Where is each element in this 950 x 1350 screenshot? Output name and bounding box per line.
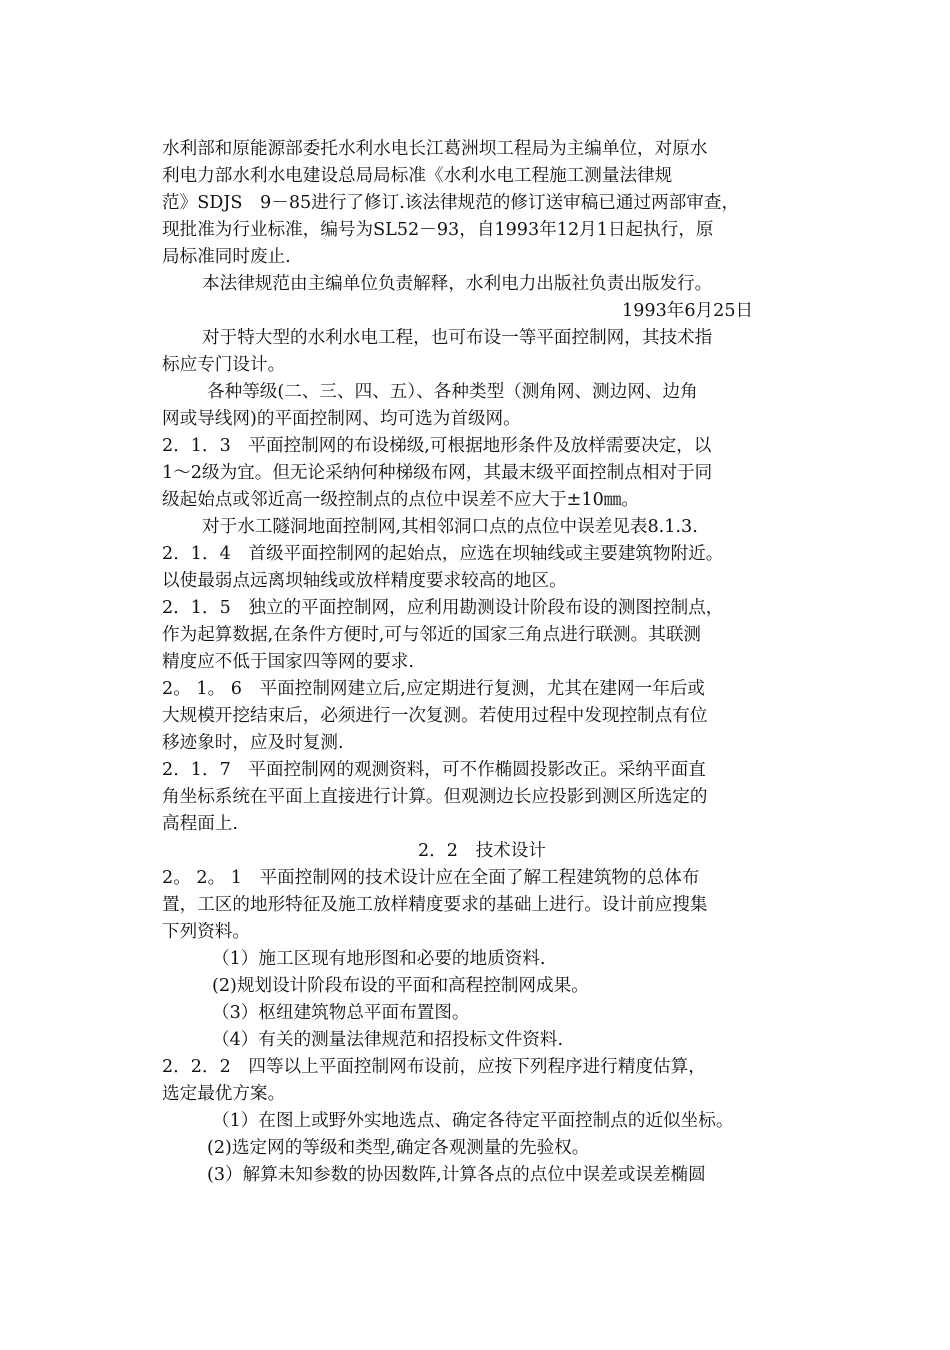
list-item: （3）枢纽建筑物总平面布置图。	[212, 1003, 470, 1023]
text-line: 高程面上.	[162, 814, 238, 834]
clause-line: 2．2．2 四等以上平面控制网布设前，应按下列程序进行精度估算，	[162, 1057, 706, 1077]
text-line: 标应专门设计。	[162, 355, 286, 375]
list-item: （1）在图上或野外实地选点、确定各待定平面控制点的近似坐标。	[212, 1111, 734, 1131]
text-line: 各种等级(二、三、四、五）、各种类型（测角网、测边网、边角	[207, 382, 698, 402]
text-line: 现批准为行业标准，编号为SL52－93，自1993年12月1日起执行，原	[162, 220, 714, 240]
clause-line: 2．1．4 首级平面控制网的起始点，应选在坝轴线或主要建筑物附近。	[162, 544, 724, 564]
text-line: 1～2级为宜。但无论采纳何种梯级布网，其最末级平面控制点相对于同	[162, 463, 713, 483]
text-line: 移迹象时，应及时复测.	[162, 733, 344, 753]
text-line: 范》SDJS 9－85进行了修订.该法律规范的修订送审稿已通过两部审查，	[162, 193, 740, 213]
text-line: 大规模开挖结束后，必须进行一次复测。若使用过程中发现控制点有位	[162, 706, 708, 726]
list-item: (3）解算未知参数的协因数阵,计算各点的点位中误差或误差椭圆	[207, 1165, 706, 1185]
text-line: 级起始点或邻近高一级控制点的点位中误差不应大于±10㎜。	[162, 490, 639, 510]
clause-line: 2。 2。 1 平面控制网的技术设计应在全面了解工程建筑物的总体布	[162, 868, 700, 888]
text-line: 对于水工隧洞地面控制网,其相邻洞口点的点位中误差见表8.1.3.	[202, 517, 698, 537]
text-line: 精度应不低于国家四等网的要求.	[162, 652, 414, 672]
text-line: 以使最弱点远离坝轴线或放样精度要求较高的地区。	[162, 571, 567, 591]
text-line: 下列资料。	[162, 922, 250, 942]
clause-line: 2．1．3 平面控制网的布设梯级,可根据地形条件及放样需要决定，以	[162, 436, 712, 456]
text-line: 网或导线网)的平面控制网、均可选为首级网。	[162, 409, 521, 429]
list-item: (2)规划设计阶段布设的平面和高程控制网成果。	[212, 976, 589, 996]
clause-line: 2．1．7 平面控制网的观测资料，可不作椭圆投影改正。采纳平面直	[162, 760, 706, 780]
text-line: 局标准同时废止.	[162, 247, 291, 267]
date-line: 1993年6月25日	[622, 301, 754, 321]
clause-line: 2。 1。 6 平面控制网建立后,应定期进行复测，尤其在建网一年后或	[162, 679, 705, 699]
text-line: 水利部和原能源部委托水利水电长江葛洲坝工程局为主编单位，对原水	[162, 139, 708, 159]
text-line: 角坐标系统在平面上直接进行计算。但观测边长应投影到测区所选定的	[162, 787, 708, 807]
list-item: （4）有关的测量法律规范和招投标文件资料.	[212, 1030, 564, 1050]
text-line: 置，工区的地形特征及施工放样精度要求的基础上进行。设计前应搜集	[162, 895, 708, 915]
text-line: 选定最优方案。	[162, 1084, 286, 1104]
clause-line: 2．1．5 独立的平面控制网，应利用勘测设计阶段布设的测图控制点，	[162, 598, 724, 618]
text-line: 作为起算数据,在条件方便时,可与邻近的国家三角点进行联测。其联测	[162, 625, 702, 645]
section-heading: 2．2 技术设计	[418, 841, 546, 861]
list-item: (2)选定网的等级和类型,确定各观测量的先验权。	[207, 1138, 590, 1158]
text-line: 对于特大型的水利水电工程，也可布设一等平面控制网，其技术指	[202, 328, 713, 348]
text-line: 利电力部水利水电建设总局局标准《水利水电工程施工测量法律规	[162, 166, 673, 186]
list-item: （1）施工区现有地形图和必要的地质资料.	[212, 949, 546, 969]
text-line: 本法律规范由主编单位负责解释，水利电力出版社负责出版发行。	[202, 274, 713, 294]
